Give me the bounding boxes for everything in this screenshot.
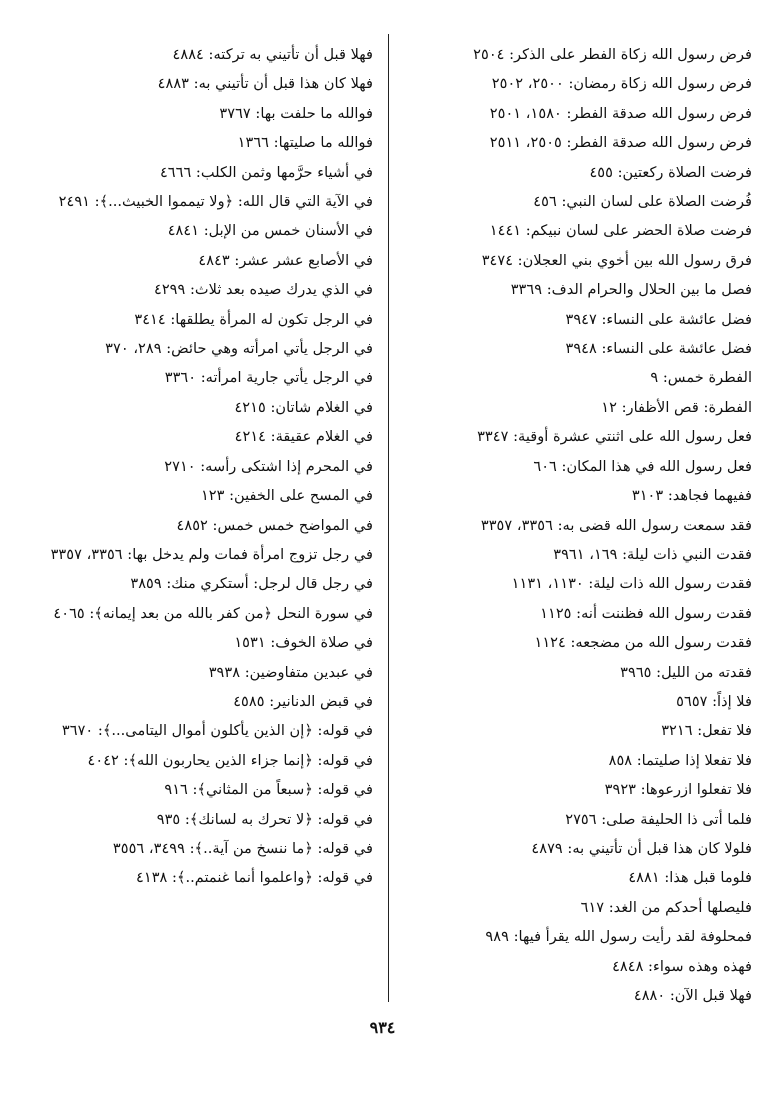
index-entry: فرض رسول الله زكاة رمضان: ٢٥٠٠، ٢٥٠٢ [491, 75, 752, 93]
index-entry: فعل رسول الله على اثنتي عشرة أوقية: ٣٣٤٧ [477, 428, 752, 446]
index-entry: ففيهما فجاهد: ٣١٠٣ [631, 487, 752, 505]
index-entry: فرض رسول الله صدقة الفطر: ١٥٨٠، ٢٥٠١ [489, 104, 752, 122]
index-entry: في الرجل تكون له المرأة يطلقها: ٣٤١٤ [134, 310, 373, 328]
index-entry: فضل عائشة على النساء: ٣٩٤٨ [565, 340, 752, 358]
index-column-right [407, 40, 752, 1010]
index-entry: فلا تفعلا إذا صليتما: ٨٥٨ [608, 751, 752, 769]
index-entry: فرض رسول الله صدقة الفطر: ٢٥٠٥، ٢٥١١ [489, 134, 752, 152]
index-entry: فهلا قبل الآن: ٤٨٨٠ [633, 987, 752, 1004]
index-entry: في أشياء حرَّمها وثمن الكلب: ٤٦٦٦ [159, 163, 373, 181]
index-entry: فلولا كان هذا قبل أن تأتيني به: ٤٨٧٩ [531, 839, 752, 857]
index-entry: الفطرة خمس: ٩ [650, 369, 752, 387]
index-entry: فرض رسول الله زكاة الفطر على الذكر: ٢٥٠٤ [473, 46, 752, 63]
index-column-left [28, 40, 373, 893]
index-entry: في الرجل يأتي جارية امرأته: ٣٣٦٠ [164, 369, 373, 387]
index-entry: فضل عائشة على النساء: ٣٩٤٧ [565, 310, 752, 328]
index-entry: في الأصابع عشر عشر: ٤٨٤٣ [198, 251, 373, 269]
index-entry: في رجل قال لرجل: أستكري منك: ٣٨٥٩ [130, 575, 373, 593]
index-entry: فُرضت الصلاة على لسان النبي: ٤٥٦ [533, 193, 752, 211]
index-entry: فقدته من الليل: ٣٩٦٥ [620, 663, 752, 681]
index-entry: فرضت الصلاة ركعتين: ٤٥٥ [589, 163, 752, 181]
index-entry: فلا إذاً: ٥٦٥٧ [676, 692, 752, 710]
index-entry: في المحرم إذا اشتكى رأسه: ٢٧١٠ [164, 457, 373, 475]
index-entry: فرضت صلاة الحضر على لسان نبيكم: ١٤٤١ [489, 222, 752, 240]
index-entry: في الآية التي قال الله: ﴿ولا تيمموا الخبيث...﴾: ٢٤٩١ [58, 193, 373, 211]
index-entry: فهذه وهذه سواء: ٤٨٤٨ [612, 957, 752, 975]
index-entry: فصل ما بين الحلال والحرام الدف: ٣٣٦٩ [510, 281, 752, 299]
index-entry: في المسح على الخفين: ١٢٣ [200, 487, 373, 505]
index-entry: في قوله: ﴿ما ننسخ من آية..﴾: ٣٤٩٩، ٣٥٥٦ [112, 839, 373, 857]
index-entry: في قوله: ﴿سبعاً من المثاني﴾: ٩١٦ [164, 781, 373, 799]
index-entry: فلوما قبل هذا: ٤٨٨١ [628, 869, 752, 887]
column-divider [388, 34, 389, 1002]
index-entry: في قوله: ﴿لا تحرك به لسانك﴾: ٩٣٥ [156, 810, 373, 828]
index-entry: في الغلام شاتان: ٤٢١٥ [234, 398, 373, 416]
index-entry: فرق رسول الله بين أخوي بني العجلان: ٣٤٧٤ [481, 251, 752, 269]
index-entry: فلا تفعلوا ازرعوها: ٣٩٢٣ [604, 781, 752, 799]
index-entry: فقدت رسول الله من مضجعه: ١١٢٤ [534, 634, 752, 652]
index-entry: فقدت رسول الله فظننت أنه: ١١٢٥ [540, 604, 752, 622]
index-entry: في صلاة الخوف: ١٥٣١ [234, 634, 373, 652]
index-entry: فقدت النبي ذات ليلة: ١٦٩، ٣٩٦١ [553, 545, 752, 563]
index-entry: فقدت رسول الله ذات ليلة: ١١٣٠، ١١٣١ [511, 575, 752, 593]
index-entry: في الغلام عقيقة: ٤٢١٤ [234, 428, 373, 446]
index-entry: في الذي يدرك صيده بعد ثلاث: ٤٢٩٩ [153, 281, 373, 299]
index-entry: فقد سمعت رسول الله قضى به: ٣٣٥٦، ٣٣٥٧ [480, 516, 752, 534]
index-entry: في الأسنان خمس من الإبل: ٤٨٤١ [167, 222, 373, 240]
index-entry: في قوله: ﴿إنما جزاء الذين يحاربون الله﴾: ٤٠٤٢ [87, 751, 373, 769]
index-entry: في سورة النحل ﴿من كفر بالله من بعد إيمانه﴾: ٤٠٦٥ [53, 604, 373, 622]
page-number: ٩٣٤ [369, 1018, 396, 1037]
index-entry: في قبض الدنانير: ٤٥٨٥ [233, 692, 373, 710]
index-entry: في قوله: ﴿إن الذين يأكلون أموال اليتامى...﴾: ٣٦٧٠ [61, 722, 373, 740]
index-entry: في المواضح خمس خمس: ٤٨٥٢ [176, 516, 373, 534]
index-entry: فعل رسول الله في هذا المكان: ٦٠٦ [533, 457, 752, 475]
index-entry: فليصلها أحدكم من الغد: ٦١٧ [580, 898, 752, 916]
index-entry: في رجل تزوج امرأة فمات ولم يدخل بها: ٣٣٥٦، ٣٣٥٧ [50, 545, 373, 563]
index-entry: فمحلوفة لقد رأيت رسول الله يقرأ فيها: ٩٨٩ [485, 928, 752, 946]
index-entry: فوالله ما حلفت بها: ٣٧٦٧ [219, 104, 373, 122]
index-entry: في قوله: ﴿واعلموا أنما غنمتم..﴾: ٤١٣٨ [136, 869, 373, 887]
index-entry: الفطرة: قص الأظفار: ١٢ [601, 398, 752, 416]
index-entry: في عبدين متفاوضين: ٣٩٣٨ [208, 663, 373, 681]
index-entry: فلا تفعل: ٣٢١٦ [661, 722, 752, 740]
index-entry: في الرجل يأتي امرأته وهي حائض: ٢٨٩، ٣٧٠ [105, 340, 373, 358]
index-entry: فهلا كان هذا قبل أن تأتيني به: ٤٨٨٣ [157, 75, 373, 93]
index-entry: فوالله ما صليتها: ١٣٦٦ [237, 134, 373, 152]
index-entry: فهلا قبل أن تأتيني به تركته: ٤٨٨٤ [172, 46, 373, 63]
index-entry: فلما أتى ذا الحليفة صلى: ٢٧٥٦ [565, 810, 752, 828]
